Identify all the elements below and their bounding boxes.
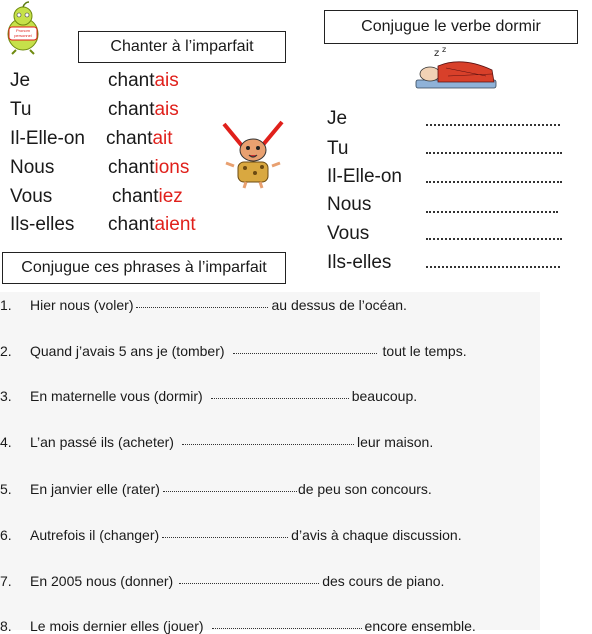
exercise-number: 4. xyxy=(0,434,12,450)
chanter-verb: chantais xyxy=(108,99,179,120)
exercise-answer-line[interactable] xyxy=(211,398,349,399)
exercise-number: 8. xyxy=(0,618,12,634)
exercise-text-before: Quand j’avais 5 ans je (tomber) xyxy=(30,343,225,359)
exercise-answer-line[interactable] xyxy=(179,583,319,584)
exercise-text-after: tout le temps. xyxy=(382,343,467,359)
dormir-answer-line[interactable] xyxy=(426,238,562,240)
chanter-title-box xyxy=(78,31,286,63)
singing-caveman-icon xyxy=(222,118,290,190)
exercise-item xyxy=(0,618,476,634)
chanter-pronoun: Je xyxy=(10,70,31,91)
exercise-item xyxy=(0,297,407,313)
chanter-pronoun: Nous xyxy=(10,157,55,178)
exercise-text-before: L’an passé ils (acheter) xyxy=(30,434,174,450)
exercise-item xyxy=(0,527,462,543)
exercise-text-before: En janvier elle (rater) xyxy=(30,481,160,497)
dormir-pronoun: Ils-elles xyxy=(327,252,392,273)
exercise-number: 1. xyxy=(0,297,12,313)
exercise-answer-line[interactable] xyxy=(162,537,288,538)
dormir-pronoun: Tu xyxy=(327,138,349,159)
exercise-text-after: des cours de piano. xyxy=(322,573,445,589)
exercise-answer-line[interactable] xyxy=(136,307,268,308)
chanter-verb: chantiez xyxy=(112,186,183,207)
exercise-text-after: au dessus de l’océan. xyxy=(271,297,407,313)
chanter-pronoun: Ils-elles xyxy=(10,214,75,235)
chanter-pronoun: Il-Elle-on xyxy=(10,128,85,149)
dormir-pronoun: Nous xyxy=(327,194,372,215)
sleeping-person-icon xyxy=(412,44,500,94)
svg-text:z: z xyxy=(442,45,447,54)
phrases-title-box xyxy=(2,252,286,284)
dormir-title: Conjugue le verbe dormir xyxy=(361,18,541,35)
dormir-pronoun: Vous xyxy=(327,223,370,244)
chanter-title: Chanter à l’imparfait xyxy=(110,38,254,55)
dormir-answer-line[interactable] xyxy=(426,152,562,154)
exercise-text-before: Hier nous (voler) xyxy=(30,297,134,313)
exercise-number: 2. xyxy=(0,343,12,359)
sleeping-illustration xyxy=(412,44,500,94)
exercise-answer-line[interactable] xyxy=(212,628,362,629)
chanter-pronoun: Tu xyxy=(10,99,32,120)
chanter-verb: chantais xyxy=(108,70,179,91)
exercise-text-before: Autrefois il (changer) xyxy=(30,527,160,543)
phrases-title: Conjugue ces phrases à l’imparfait xyxy=(21,259,267,276)
dormir-pronoun: Il-Elle-on xyxy=(327,166,402,187)
exercise-text-before: En 2005 nous (donner) xyxy=(30,573,174,589)
exercise-text-after: encore ensemble. xyxy=(364,618,476,634)
exercise-number: 7. xyxy=(0,573,12,589)
chanter-verb: chantions xyxy=(108,157,190,178)
exercise-item xyxy=(0,343,467,359)
exercise-text-after: leur maison. xyxy=(356,434,434,450)
dormir-answer-line[interactable] xyxy=(426,266,560,268)
chanter-verb: chantait xyxy=(106,128,173,149)
dormir-answer-line[interactable] xyxy=(426,124,560,126)
exercise-answer-line[interactable] xyxy=(233,353,377,354)
exercise-text-before: Le mois dernier elles (jouer) xyxy=(30,618,204,634)
dormir-pronoun: Je xyxy=(327,108,348,129)
dormir-title-box xyxy=(324,10,578,44)
exercise-text-after: beaucoup. xyxy=(351,388,418,404)
exercise-text-before: En maternelle vous (dormir) xyxy=(30,388,203,404)
dormir-answer-line[interactable] xyxy=(426,211,558,213)
exercise-item xyxy=(0,434,433,450)
exercise-text-after: de peu son concours. xyxy=(297,481,432,497)
exercise-number: 5. xyxy=(0,481,12,497)
exercise-list xyxy=(0,292,540,634)
exercise-number: 6. xyxy=(0,527,12,543)
chanter-pronoun: Vous xyxy=(10,186,53,207)
svg-text:z: z xyxy=(434,48,440,59)
chanter-verb: chantaient xyxy=(108,214,196,235)
singing-character-illustration xyxy=(222,118,290,190)
exercise-answer-line[interactable] xyxy=(182,444,354,445)
exercise-number: 3. xyxy=(0,388,12,404)
exercise-item xyxy=(0,573,444,589)
dormir-answer-line[interactable] xyxy=(426,181,562,183)
exercise-text-after: d’avis à chaque discussion. xyxy=(291,527,462,543)
exercise-item xyxy=(0,481,432,497)
exercise-answer-line[interactable] xyxy=(163,491,297,492)
exercise-item xyxy=(0,388,417,404)
mascot-logo-text: Pronom personnel xyxy=(14,28,32,38)
